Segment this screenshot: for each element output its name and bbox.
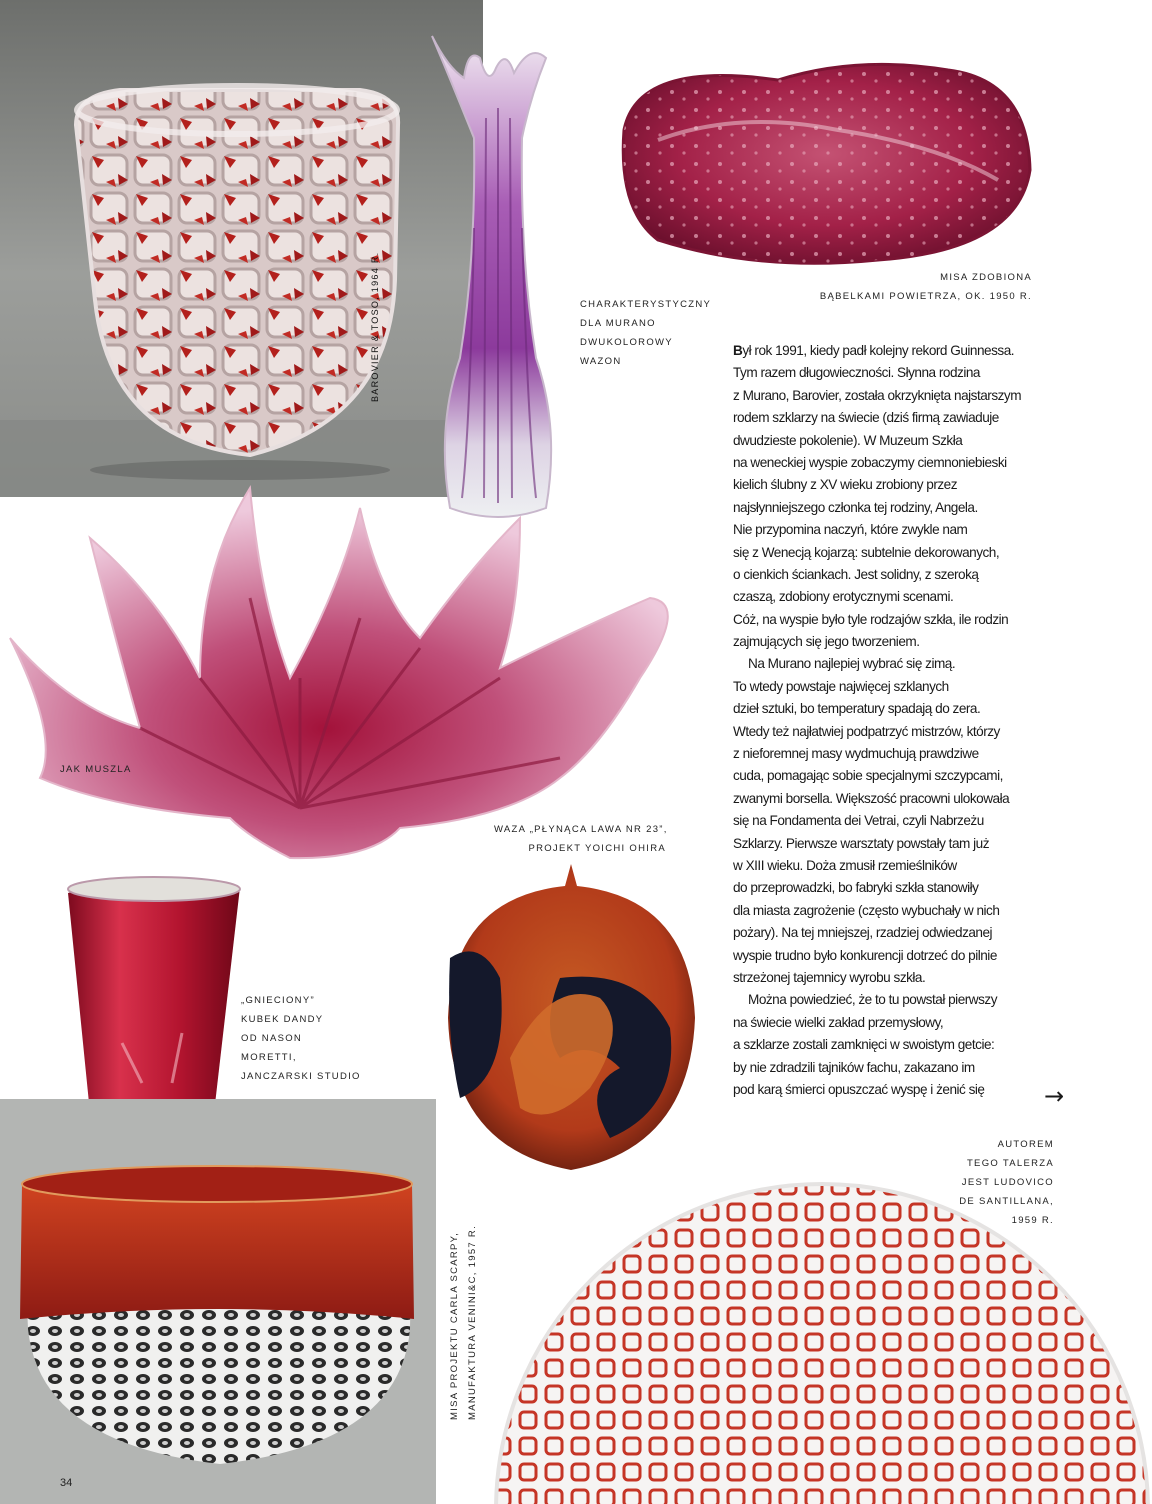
line-text: ył rok 1991, kiedy padł kolejny rekord Guinnessa. <box>742 343 1015 358</box>
article-line: Nie przypomina naczyń, które zwykle nam <box>733 522 968 538</box>
article-line: by nie zdradzili tajników fachu, zakazano im <box>733 1059 975 1075</box>
caption-plate <box>959 1135 1054 1230</box>
shell-bowl-photo <box>0 478 690 863</box>
article-line: się na Fondamenta dei Vetrai, czyli Nabrzeżu <box>733 813 984 829</box>
article-line: z Murano, Barovier, została okrzyknięta najstarszym <box>733 387 1022 403</box>
caption-line: „GNIECIONY” <box>241 995 315 1006</box>
caption-line: DWUKOLOROWY <box>580 337 673 348</box>
caption-shell: JAK MUSZLA <box>60 764 132 775</box>
article-line: dla miasta zagrożenie (często wybuchały w nich <box>733 902 1000 918</box>
article-line: pożary). Na tej mniejszej, rzadziej odwiedzanej <box>733 925 993 941</box>
purple-vase-photo <box>418 28 578 528</box>
caption-barovier: BAROVIER & TOSO, 1964 R. <box>370 251 380 402</box>
caption-line: DLA MURANO <box>580 318 656 329</box>
article-line: o cienkich ściankach. Jest solidny, z szeroką <box>733 566 979 582</box>
caption-line: JANCZARSKI STUDIO <box>241 1071 361 1082</box>
article-line: w XIII wieku. Doża zmusił rzemieślników <box>733 857 957 873</box>
article-line: cuda, pomagając sobie specjalnymi szczypcami, <box>733 768 1003 784</box>
caption-line: 1959 R. <box>1011 1215 1054 1226</box>
page-number: 34 <box>60 1477 73 1489</box>
caption-line: KUBEK DANDY <box>241 1014 324 1025</box>
article-line: z nieforemnej masy wydmuchują prawdziwe <box>733 746 979 762</box>
caption-line: WAZON <box>580 356 622 367</box>
caption-two-color-vase <box>580 295 711 371</box>
caption-line: DE SANTILLANA, <box>959 1196 1054 1207</box>
article-line: do przeprowadzki, bo fabryki szkła stanowiły <box>733 880 979 896</box>
article-line: się z Wenecją kojarzą: subtelnie dekorowanych, <box>733 544 1000 560</box>
article-line: Szklarzy. Pierwsze warsztaty powstały tam już <box>733 835 989 851</box>
caption-line: BĄBELKAMI POWIETRZA, OK. 1950 R. <box>819 291 1032 302</box>
article-line: dzieł sztuki, bo temperatury spadają do zera. <box>733 701 981 717</box>
article-line: pod karą śmierci opuszczać wyspę i żenić się <box>733 1081 985 1097</box>
caption-line: MISA ZDOBIONA <box>940 272 1032 283</box>
dandy-cup-photo <box>62 873 244 1131</box>
article-line: Tym razem długowieczności. Słynna rodzina <box>733 365 980 381</box>
caption-bubble-bowl <box>820 268 1032 306</box>
caption-line: OD NASON <box>241 1033 303 1044</box>
bubble-bowl-photo <box>618 50 1038 272</box>
caption-line: CHARAKTERYSTYCZNY <box>580 299 712 310</box>
article-line <box>733 340 1033 362</box>
article-line: strzeżonej tajemnicy wyrobu szkła. <box>733 969 926 985</box>
caption-line: AUTOREM <box>997 1139 1054 1150</box>
article-line: czaszą, zdobiony erotycznymi scenami. <box>733 589 954 605</box>
article-line: kielich ślubny z XV wieku zrobiony przez <box>733 477 958 493</box>
article-line: najsłynniejszego członka tej rodziny, Angela. <box>733 499 978 515</box>
caption-lava-vase <box>494 820 666 858</box>
caption-line: MORETTI, <box>241 1052 297 1063</box>
article-line: Cóż, na wyspie było tyle rodzajów szkła, ile rodzin <box>733 611 1009 627</box>
article-line: a szklarze zostali zamknięci w swoistym getcie: <box>733 1037 995 1053</box>
lava-vase-photo <box>440 858 702 1176</box>
barovier-vase-photo <box>0 0 483 497</box>
caption-line: TEGO TALERZA <box>966 1158 1054 1169</box>
article-line: To wtedy powstaje najwięcej szklanych <box>733 678 949 694</box>
caption-line: MISA PROJEKTU CARLA SCARPY, <box>449 1231 460 1420</box>
continue-arrow-icon: → <box>1044 1082 1065 1110</box>
article-line: zwanymi borsella. Większość pracowni ulokowała <box>733 790 1010 806</box>
caption-line: WAZA „PŁYNĄCA LAWA NR 23”, <box>494 824 668 835</box>
caption-dandy-cup <box>241 991 361 1086</box>
scarpa-bowl-photo <box>0 1099 436 1504</box>
caption-line: MANUFAKTURA VENINI&C, 1957 R. <box>467 1224 478 1420</box>
article-line: na świecie wielki zakład przemysłowy, <box>733 1014 944 1030</box>
article-line: Na Murano najlepiej wybrać się zimą. <box>748 656 956 672</box>
article-body <box>733 340 1033 1101</box>
caption-line: PROJEKT YOICHI OHIRA <box>528 843 666 854</box>
article-line: zajmujących się jego tworzeniem. <box>733 634 920 650</box>
drop-cap: B <box>733 343 743 358</box>
article-line: Wtedy też najłatwiej podpatrzyć mistrzów, którzy <box>733 723 1000 739</box>
article-line: na weneckiej wyspie zobaczymy ciemnoniebieski <box>733 454 1007 470</box>
caption-scarpa-bowl <box>446 1225 482 1420</box>
caption-line: JEST LUDOVICO <box>961 1177 1054 1188</box>
article-line: rodem szklarzy na świecie (dziś firmą zawiaduje <box>733 410 999 426</box>
article-line: Można powiedzieć, że to tu powstał pierwszy <box>748 992 997 1008</box>
article-line: dwudzieste pokolenie). W Muzeum Szkła <box>733 432 963 448</box>
article-line: wyspie trudno było konkurencji dotrzeć do pilnie <box>733 947 997 963</box>
